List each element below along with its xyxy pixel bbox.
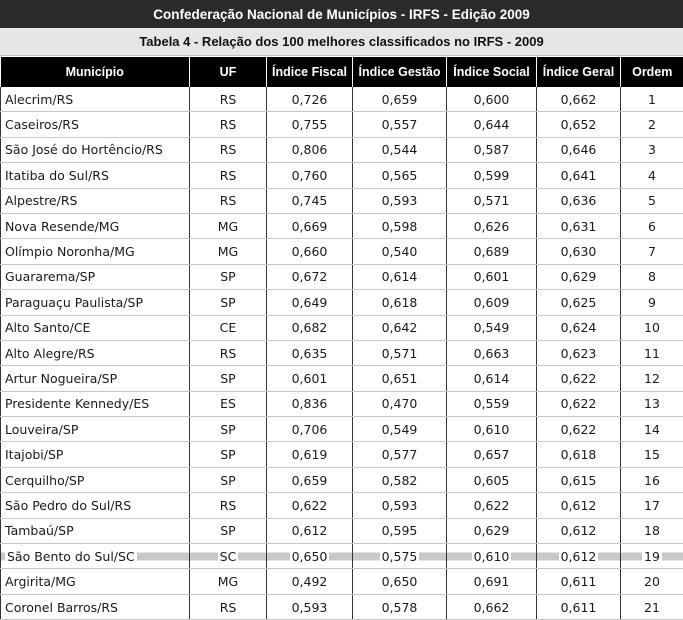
ordem-cell: 14 <box>621 417 683 442</box>
indice-social-cell: 0,609 <box>447 290 537 315</box>
indice-geral-cell: 0,662 <box>537 87 621 112</box>
table-row <box>1 518 683 543</box>
indice-social-cell: 0,644 <box>447 112 537 137</box>
table-row <box>1 213 683 238</box>
municipio-cell: Argirita/MG <box>1 569 190 594</box>
indice-social-cell: 0,662 <box>447 594 537 619</box>
indice-social-cell: 0,571 <box>447 188 537 213</box>
indice-gestao-cell: 0,593 <box>353 188 447 213</box>
column-header-ordem: Ordem <box>621 57 683 87</box>
municipio-cell: Alpestre/RS <box>1 188 190 213</box>
indice-gestao-cell: 0,659 <box>353 87 447 112</box>
indice-fiscal-cell: 0,635 <box>267 340 353 365</box>
indice-geral-cell: 0,615 <box>537 467 621 492</box>
indice-gestao-cell: 0,571 <box>353 340 447 365</box>
uf-cell: RS <box>190 188 267 213</box>
indice-fiscal-cell: 0,619 <box>267 442 353 467</box>
indice-social-cell: 0,587 <box>447 137 537 162</box>
ordem-cell: 11 <box>621 340 683 365</box>
indice-geral-cell: 0,652 <box>537 112 621 137</box>
indice-gestao-cell <box>353 544 447 569</box>
municipio-cell: Itatiba do Sul/RS <box>1 163 190 188</box>
municipio-cell: Alecrim/RS <box>1 87 190 112</box>
uf-cell: RS <box>190 594 267 619</box>
ordem-cell: 12 <box>621 366 683 391</box>
indice-gestao-cell: 0,614 <box>353 264 447 289</box>
indice-fiscal-cell: 0,593 <box>267 594 353 619</box>
indice-social-cell: 0,691 <box>447 569 537 594</box>
indice-fiscal-cell: 0,745 <box>267 188 353 213</box>
table-row <box>1 264 683 289</box>
table-row <box>1 315 683 340</box>
indice-geral-cell: 0,625 <box>537 290 621 315</box>
ordem-cell: 5 <box>621 188 683 213</box>
indice-fiscal-cell: 0,760 <box>267 163 353 188</box>
indice-geral-cell: 0,646 <box>537 137 621 162</box>
table-row <box>1 467 683 492</box>
indice-geral-cell: 0,622 <box>537 391 621 416</box>
municipio-cell: Artur Nogueira/SP <box>1 366 190 391</box>
column-header-uf: UF <box>190 57 267 87</box>
indice-geral-cell <box>537 544 621 569</box>
ranking-table <box>0 57 683 620</box>
ordem-cell: 9 <box>621 290 683 315</box>
indice-geral-cell: 0,612 <box>537 493 621 518</box>
indice-gestao-cell: 0,578 <box>353 594 447 619</box>
uf-cell: RS <box>190 87 267 112</box>
ordem-cell <box>621 544 683 569</box>
table-row <box>1 163 683 188</box>
indice-geral-cell: 0,641 <box>537 163 621 188</box>
indice-geral-cell: 0,636 <box>537 188 621 213</box>
municipio-cell: Nova Resende/MG <box>1 213 190 238</box>
indice-social-cell: 0,549 <box>447 315 537 340</box>
table-row <box>1 112 683 137</box>
municipio-cell: São Pedro do Sul/RS <box>1 493 190 518</box>
indice-geral-cell: 0,629 <box>537 264 621 289</box>
indice-geral-cell: 0,624 <box>537 315 621 340</box>
ordem-cell: 18 <box>621 518 683 543</box>
indice-social-cell: 0,626 <box>447 213 537 238</box>
indice-fiscal-cell <box>267 544 353 569</box>
indice-fiscal-cell: 0,669 <box>267 213 353 238</box>
indice-social-cell: 0,599 <box>447 163 537 188</box>
uf-cell: SP <box>190 290 267 315</box>
column-header-indice-fiscal: Índice Fiscal <box>267 57 353 87</box>
uf-cell: MG <box>190 213 267 238</box>
uf-cell: RS <box>190 340 267 365</box>
table-row <box>1 340 683 365</box>
table-row <box>1 493 683 518</box>
uf-cell <box>190 544 267 569</box>
cell-text: 0,612 <box>559 549 599 564</box>
indice-social-cell: 0,629 <box>447 518 537 543</box>
municipio-cell: São José do Hortêncio/RS <box>1 137 190 162</box>
uf-cell: RS <box>190 493 267 518</box>
ordem-cell: 20 <box>621 569 683 594</box>
municipio-cell: Cerquilho/SP <box>1 467 190 492</box>
indice-fiscal-cell: 0,755 <box>267 112 353 137</box>
table-row <box>1 290 683 315</box>
ordem-cell: 6 <box>621 213 683 238</box>
municipio-cell: Caseiros/RS <box>1 112 190 137</box>
table-caption: Tabela 4 - Relação dos 100 melhores classificados no IRFS - 2009 <box>0 28 683 56</box>
table-body <box>1 87 683 620</box>
municipio-cell <box>1 544 190 569</box>
ordem-cell: 21 <box>621 594 683 619</box>
table-row <box>1 544 683 569</box>
indice-social-cell: 0,605 <box>447 467 537 492</box>
indice-geral-cell: 0,630 <box>537 239 621 264</box>
cell-text: São Bento do Sul/SC <box>5 549 137 564</box>
indice-gestao-cell: 0,540 <box>353 239 447 264</box>
indice-geral-cell: 0,623 <box>537 340 621 365</box>
municipio-cell: Louveira/SP <box>1 417 190 442</box>
uf-cell: CE <box>190 315 267 340</box>
ordem-cell: 13 <box>621 391 683 416</box>
indice-social-cell: 0,657 <box>447 442 537 467</box>
indice-social-cell: 0,622 <box>447 493 537 518</box>
indice-fiscal-cell: 0,806 <box>267 137 353 162</box>
indice-fiscal-cell: 0,601 <box>267 366 353 391</box>
table-header-row <box>1 57 683 87</box>
indice-gestao-cell: 0,544 <box>353 137 447 162</box>
uf-cell: RS <box>190 163 267 188</box>
indice-fiscal-cell: 0,726 <box>267 87 353 112</box>
indice-gestao-cell: 0,549 <box>353 417 447 442</box>
ordem-cell: 3 <box>621 137 683 162</box>
uf-cell: SP <box>190 366 267 391</box>
ordem-cell: 15 <box>621 442 683 467</box>
municipio-cell: Paraguaçu Paulista/SP <box>1 290 190 315</box>
indice-gestao-cell: 0,595 <box>353 518 447 543</box>
uf-cell: SP <box>190 264 267 289</box>
ordem-cell: 10 <box>621 315 683 340</box>
indice-fiscal-cell: 0,659 <box>267 467 353 492</box>
indice-social-cell: 0,601 <box>447 264 537 289</box>
municipio-cell: Itajobi/SP <box>1 442 190 467</box>
indice-fiscal-cell: 0,622 <box>267 493 353 518</box>
indice-gestao-cell: 0,470 <box>353 391 447 416</box>
table-row <box>1 569 683 594</box>
column-header-indice-gestao: Índice Gestão <box>353 57 447 87</box>
indice-fiscal-cell: 0,492 <box>267 569 353 594</box>
indice-geral-cell: 0,631 <box>537 213 621 238</box>
indice-fiscal-cell: 0,682 <box>267 315 353 340</box>
table-row <box>1 137 683 162</box>
indice-fiscal-cell: 0,660 <box>267 239 353 264</box>
table-row <box>1 87 683 112</box>
table-row <box>1 391 683 416</box>
cell-text: SC <box>218 549 239 564</box>
table-row <box>1 417 683 442</box>
table-row <box>1 188 683 213</box>
ordem-cell: 8 <box>621 264 683 289</box>
indice-gestao-cell: 0,582 <box>353 467 447 492</box>
indice-social-cell: 0,559 <box>447 391 537 416</box>
indice-social-cell: 0,663 <box>447 340 537 365</box>
uf-cell: MG <box>190 239 267 264</box>
municipio-cell: Guararema/SP <box>1 264 190 289</box>
indice-social-cell: 0,614 <box>447 366 537 391</box>
ordem-cell: 4 <box>621 163 683 188</box>
municipio-cell: Alto Alegre/RS <box>1 340 190 365</box>
indice-geral-cell: 0,612 <box>537 518 621 543</box>
indice-gestao-cell: 0,598 <box>353 213 447 238</box>
indice-geral-cell: 0,622 <box>537 417 621 442</box>
indice-gestao-cell: 0,593 <box>353 493 447 518</box>
uf-cell: SP <box>190 518 267 543</box>
table-row <box>1 594 683 619</box>
indice-geral-cell: 0,622 <box>537 366 621 391</box>
column-header-indice-geral: Índice Geral <box>537 57 621 87</box>
uf-cell: MG <box>190 569 267 594</box>
indice-social-cell: 0,689 <box>447 239 537 264</box>
indice-gestao-cell: 0,618 <box>353 290 447 315</box>
cell-text: 0,650 <box>290 549 330 564</box>
column-header-indice-social: Índice Social <box>447 57 537 87</box>
indice-social-cell <box>447 544 537 569</box>
ordem-cell: 17 <box>621 493 683 518</box>
municipio-cell: Presidente Kennedy/ES <box>1 391 190 416</box>
cell-text: 19 <box>642 549 662 564</box>
indice-social-cell: 0,610 <box>447 417 537 442</box>
indice-gestao-cell: 0,577 <box>353 442 447 467</box>
municipio-cell: Olímpio Noronha/MG <box>1 239 190 264</box>
municipio-cell: Coronel Barros/RS <box>1 594 190 619</box>
indice-fiscal-cell: 0,612 <box>267 518 353 543</box>
uf-cell: SP <box>190 467 267 492</box>
ordem-cell: 2 <box>621 112 683 137</box>
uf-cell: RS <box>190 137 267 162</box>
indice-fiscal-cell: 0,706 <box>267 417 353 442</box>
table-row <box>1 442 683 467</box>
indice-fiscal-cell: 0,672 <box>267 264 353 289</box>
ordem-cell: 1 <box>621 87 683 112</box>
cell-text: 0,575 <box>380 549 420 564</box>
indice-fiscal-cell: 0,649 <box>267 290 353 315</box>
indice-gestao-cell: 0,565 <box>353 163 447 188</box>
indice-geral-cell: 0,618 <box>537 442 621 467</box>
ordem-cell: 7 <box>621 239 683 264</box>
table-row <box>1 366 683 391</box>
indice-gestao-cell: 0,642 <box>353 315 447 340</box>
indice-fiscal-cell: 0,836 <box>267 391 353 416</box>
indice-geral-cell: 0,611 <box>537 594 621 619</box>
uf-cell: ES <box>190 391 267 416</box>
municipio-cell: Tambaú/SP <box>1 518 190 543</box>
indice-gestao-cell: 0,651 <box>353 366 447 391</box>
table-row <box>1 239 683 264</box>
ordem-cell: 16 <box>621 467 683 492</box>
indice-gestao-cell: 0,650 <box>353 569 447 594</box>
indice-gestao-cell: 0,557 <box>353 112 447 137</box>
uf-cell: SP <box>190 442 267 467</box>
cell-text: 0,610 <box>472 549 512 564</box>
uf-cell: SP <box>190 417 267 442</box>
document-title: Confederação Nacional de Municípios - IRFS - Edição 2009 <box>0 0 683 28</box>
column-header-municipio: Município <box>1 57 190 87</box>
indice-social-cell: 0,600 <box>447 87 537 112</box>
municipio-cell: Alto Santo/CE <box>1 315 190 340</box>
uf-cell: RS <box>190 112 267 137</box>
indice-geral-cell: 0,611 <box>537 569 621 594</box>
